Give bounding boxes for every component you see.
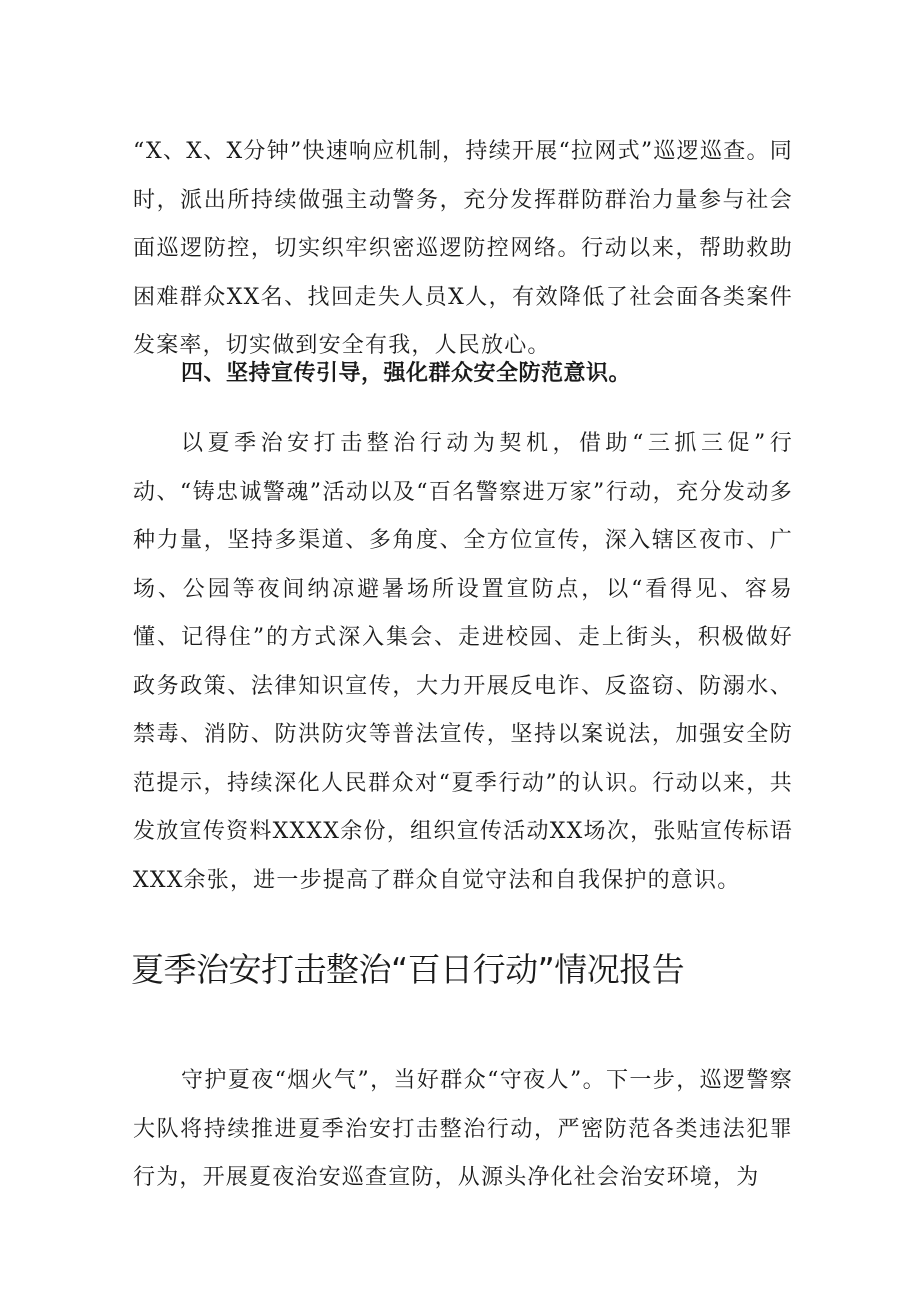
paragraph-next-steps: 守护夏夜“烟火气”，当好群众“守夜人”。下一步，巡逻警察大队将持续推进夏季治安打击整治行动，严密防范各类违法犯罪行为，开展夏夜治安巡查宣防，从源头净化社会治安环境，为 — [133, 1068, 793, 1190]
paragraph-publicity-guidance: 以夏季治安打击整治行动为契机，借助“三抓三促”行动、“铸忠诚警魂”活动以及“百名警察进万家”行动，充分发动多种力量，坚持多渠道、多角度、全方位宣传，深入辖区夜市、广场、公园等夜间纳凉避暑场所设置宣防点，以“看得见、容易懂、记得住”的方式深入集会、走进校园、走上街头，积极做好政务政策、法律知识宣传，大力开展反电诈、反盗窃、防溺水、禁毒、消防、防洪防灾等普法宣传，坚持以案说法，加强安全防范提示，持续深化人民群众对“夏季行动”的认识。行动以来，共发放宣传资料XXXX余份，组织宣传活动XX场次，张贴宣传标语XXX余张，进一步提高了群众自觉守法和自我保护的意识。 — [133, 431, 793, 893]
section-four-heading: 四、坚持宣传引导，强化群众安全防范意识。 — [181, 361, 632, 386]
paragraph-patrol-mechanism: “X、X、X分钟”快速响应机制，持续开展“拉网式”巡逻巡查。同时，派出所持续做强主动警务，充分发挥群防群治力量参与社会面巡逻防控，切实织牢织密巡逻防控网络。行动以来，帮助救助困难群众XX名、找回走失人员X人，有效降低了社会面各类案件发案率，切实做到安全有我，人民放心。 — [133, 139, 793, 358]
report-title: 夏季治安打击整治“百日行动”情况报告 — [131, 950, 685, 989]
